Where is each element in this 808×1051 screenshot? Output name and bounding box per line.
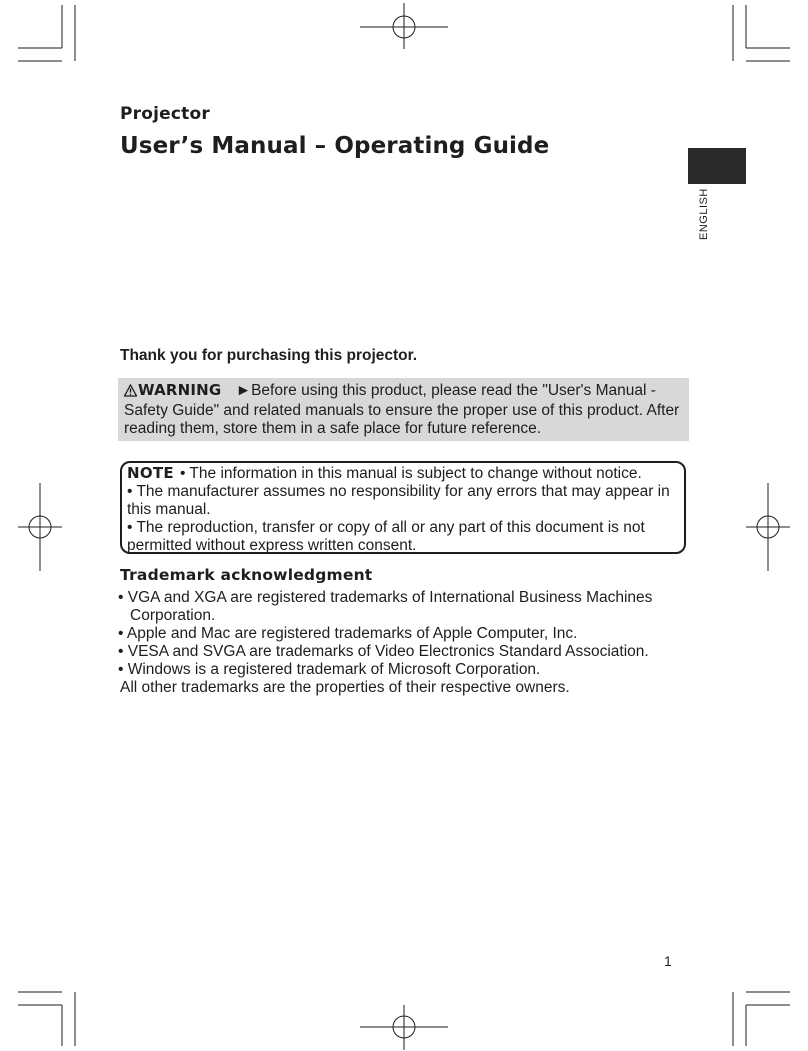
note-item: • The information in this manual is subject to change without notice. (179, 465, 642, 482)
note-label: NOTE (127, 464, 174, 482)
language-tab (688, 148, 746, 184)
warning-text-block (124, 381, 684, 438)
warning-arrow: ► (235, 382, 252, 399)
trademark-item: • VESA and SVGA are trademarks of Video Electronics Standard Association. (118, 643, 649, 660)
trademark-heading: Trademark acknowledgment (120, 566, 373, 584)
registration-mark-left (18, 483, 62, 571)
page-number: 1 (664, 953, 672, 969)
registration-mark-top (360, 3, 448, 49)
warning-label: WARNING (138, 381, 222, 399)
note-item: • The manufacturer assumes no responsibility for any errors that may appear in this manual. (127, 483, 670, 518)
note-text-block (127, 464, 683, 555)
trademark-footer: All other trademarks are the properties of their respective owners. (120, 679, 570, 696)
trademark-item: • VGA and XGA are registered trademarks of International Business Machines Corporation. (118, 589, 653, 624)
trademark-item: • Apple and Mac are registered trademarks of Apple Computer, Inc. (118, 625, 578, 642)
language-label: ENGLISH (698, 188, 710, 240)
product-heading: Projector (120, 104, 210, 124)
note-item: • The reproduction, transfer or copy of all or any part of this document is not permitted without express written consent. (127, 519, 645, 554)
trademark-list (118, 589, 688, 697)
warning-body: Before using this product, please read the "User's Manual - Safety Guide" and related manuals to ensure the proper use of this product. After reading them, store them in a safe place for future reference. (124, 382, 680, 437)
warning-triangle-icon (124, 384, 137, 402)
trademark-item: • Windows is a registered trademark of Microsoft Corporation. (118, 661, 541, 678)
registration-mark-right (746, 483, 790, 571)
registration-mark-bottom (360, 1005, 448, 1050)
page-title: User’s Manual – Operating Guide (120, 133, 550, 159)
thanks-line: Thank you for purchasing this projector. (120, 347, 418, 364)
